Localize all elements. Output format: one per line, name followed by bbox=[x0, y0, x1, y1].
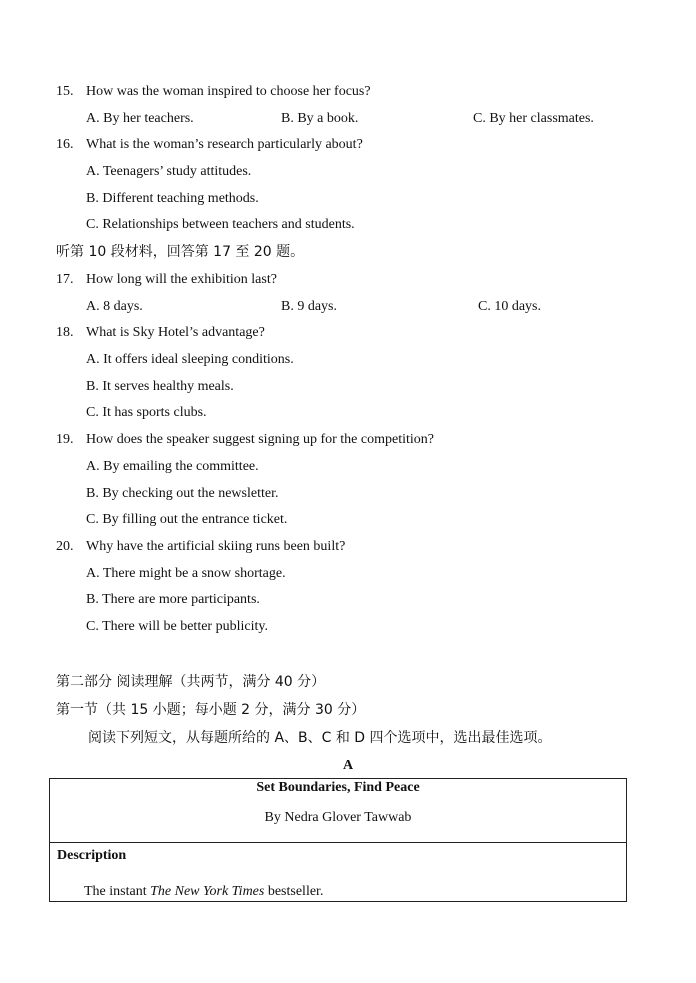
option-b: B. There are more participants. bbox=[86, 592, 260, 607]
option-b: B. It serves healthy meals. bbox=[86, 379, 234, 394]
option-c: C. There will be better publicity. bbox=[86, 619, 268, 634]
option-c: C. By her classmates. bbox=[473, 111, 594, 126]
description-label: Description bbox=[57, 848, 127, 863]
question-number: 16. bbox=[56, 137, 74, 152]
section1-heading: 第一节（共 15 小题；每小题 2 分，满分 30 分） bbox=[56, 702, 366, 718]
question-text: How long will the exhibition last? bbox=[86, 272, 277, 287]
question-number: 20. bbox=[56, 539, 74, 554]
box-divider bbox=[50, 842, 626, 843]
book-info-box bbox=[49, 778, 627, 902]
question-number: 17. bbox=[56, 272, 74, 287]
option-c: C. Relationships between teachers and students. bbox=[86, 217, 355, 232]
question-text: Why have the artificial skiing runs been built? bbox=[86, 539, 346, 554]
option-c: C. 10 days. bbox=[478, 299, 541, 314]
option-b: B. 9 days. bbox=[281, 299, 337, 314]
option-a: A. 8 days. bbox=[86, 299, 143, 314]
question-text: How does the speaker suggest signing up for the competition? bbox=[86, 432, 434, 447]
option-a: A. By emailing the committee. bbox=[86, 459, 259, 474]
option-b: B. Different teaching methods. bbox=[86, 191, 259, 206]
description-suffix: bestseller. bbox=[264, 884, 324, 899]
question-number: 15. bbox=[56, 84, 74, 99]
question-number: 18. bbox=[56, 325, 74, 340]
part2-heading: 第二部分 阅读理解（共两节，满分 40 分） bbox=[56, 674, 326, 690]
option-a: A. Teenagers’ study attitudes. bbox=[86, 164, 252, 179]
question-text: How was the woman inspired to choose her focus? bbox=[86, 84, 371, 99]
question-number: 19. bbox=[56, 432, 74, 447]
newspaper-name: The New York Times bbox=[150, 884, 265, 899]
description-text bbox=[84, 883, 323, 901]
option-b: B. By checking out the newsletter. bbox=[86, 486, 279, 501]
description-prefix: The instant bbox=[84, 884, 151, 899]
option-a: A. It offers ideal sleeping conditions. bbox=[86, 352, 294, 367]
option-c: C. It has sports clubs. bbox=[86, 405, 207, 420]
option-a: A. By her teachers. bbox=[86, 111, 194, 126]
option-c: C. By filling out the entrance ticket. bbox=[86, 512, 288, 527]
option-a: A. There might be a snow shortage. bbox=[86, 566, 286, 581]
book-author: By Nedra Glover Tawwab bbox=[264, 810, 412, 825]
question-text: What is Sky Hotel’s advantage? bbox=[86, 325, 265, 340]
question-text: What is the woman’s research particularly about? bbox=[86, 137, 363, 152]
reading-instruction: 阅读下列短文，从每题所给的 A、B、C 和 D 四个选项中，选出最佳选项。 bbox=[88, 730, 552, 746]
option-b: B. By a book. bbox=[281, 111, 359, 126]
passage-letter: A bbox=[342, 758, 354, 773]
listening-instruction: 听第 10 段材料，回答第 17 至 20 题。 bbox=[56, 244, 305, 260]
book-title: Set Boundaries, Find Peace bbox=[256, 780, 420, 795]
